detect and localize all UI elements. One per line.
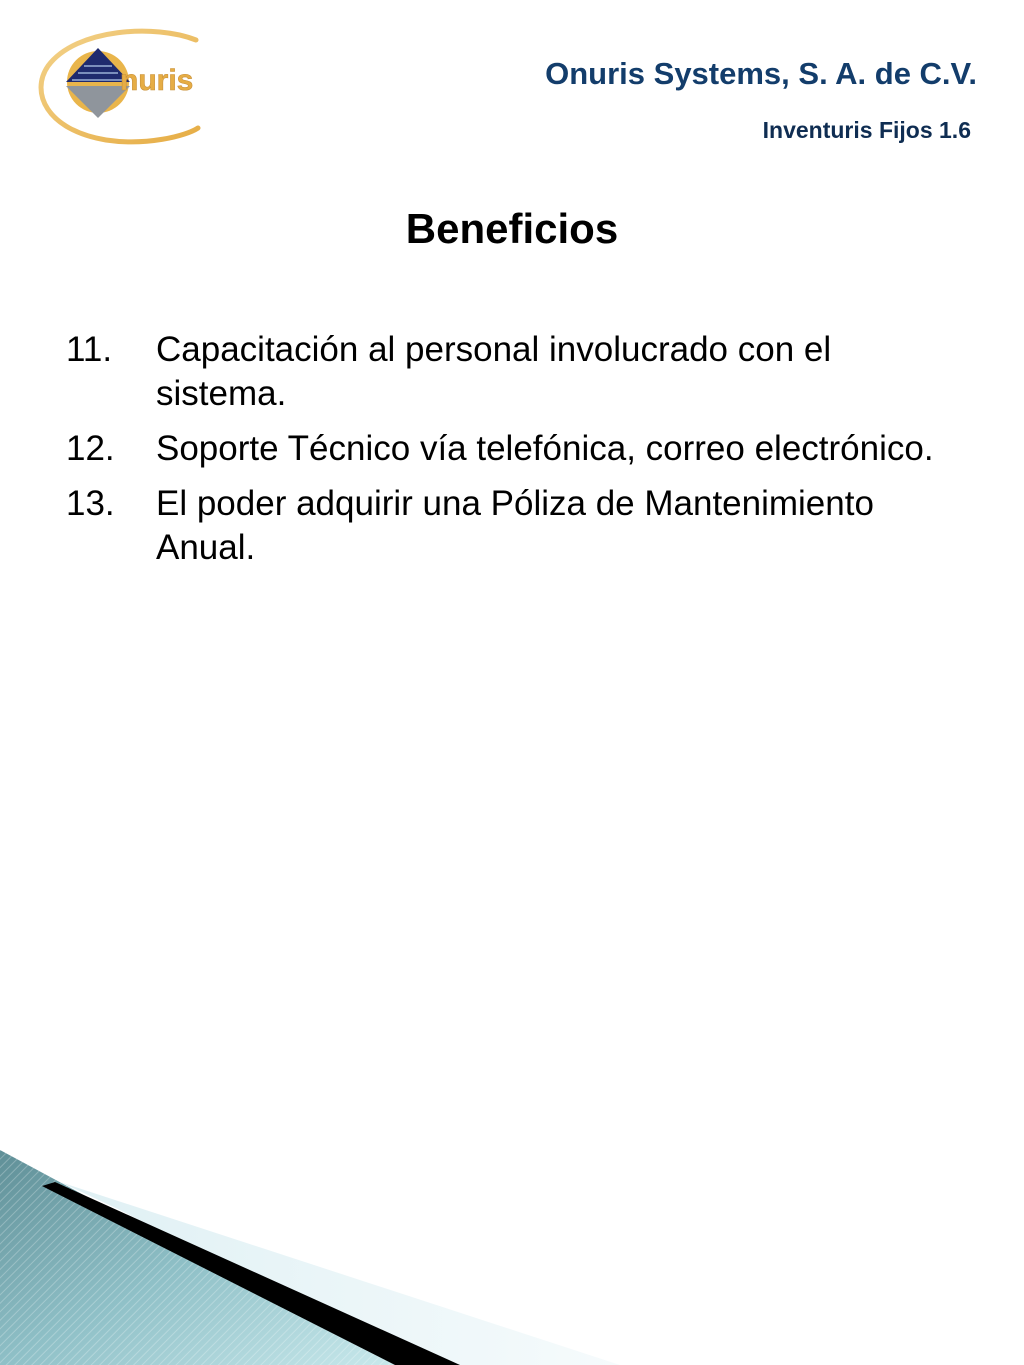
benefits-list <box>66 328 966 581</box>
slide-title: Beneficios <box>405 205 619 252</box>
item-text: Capacitación al personal involucrado con el sistema. <box>156 330 832 413</box>
item-text: El poder adquirir una Póliza de Mantenimiento Anual. <box>156 484 874 567</box>
list-item <box>66 427 966 471</box>
onuris-logo <box>36 26 206 146</box>
svg-text:nuris: nuris <box>120 64 194 97</box>
item-text: Soporte Técnico vía telefónica, correo electrónico. <box>156 429 934 468</box>
product-name: Inventuris Fijos 1.6 <box>762 117 971 143</box>
corner-decoration <box>0 1150 1024 1365</box>
list-item <box>66 482 966 570</box>
company-name: Onuris Systems, S. A. de C.V. <box>545 56 977 91</box>
item-number: 12. <box>66 429 115 468</box>
item-number: 11. <box>66 330 113 369</box>
list-item <box>66 328 966 416</box>
item-number: 13. <box>66 484 115 523</box>
